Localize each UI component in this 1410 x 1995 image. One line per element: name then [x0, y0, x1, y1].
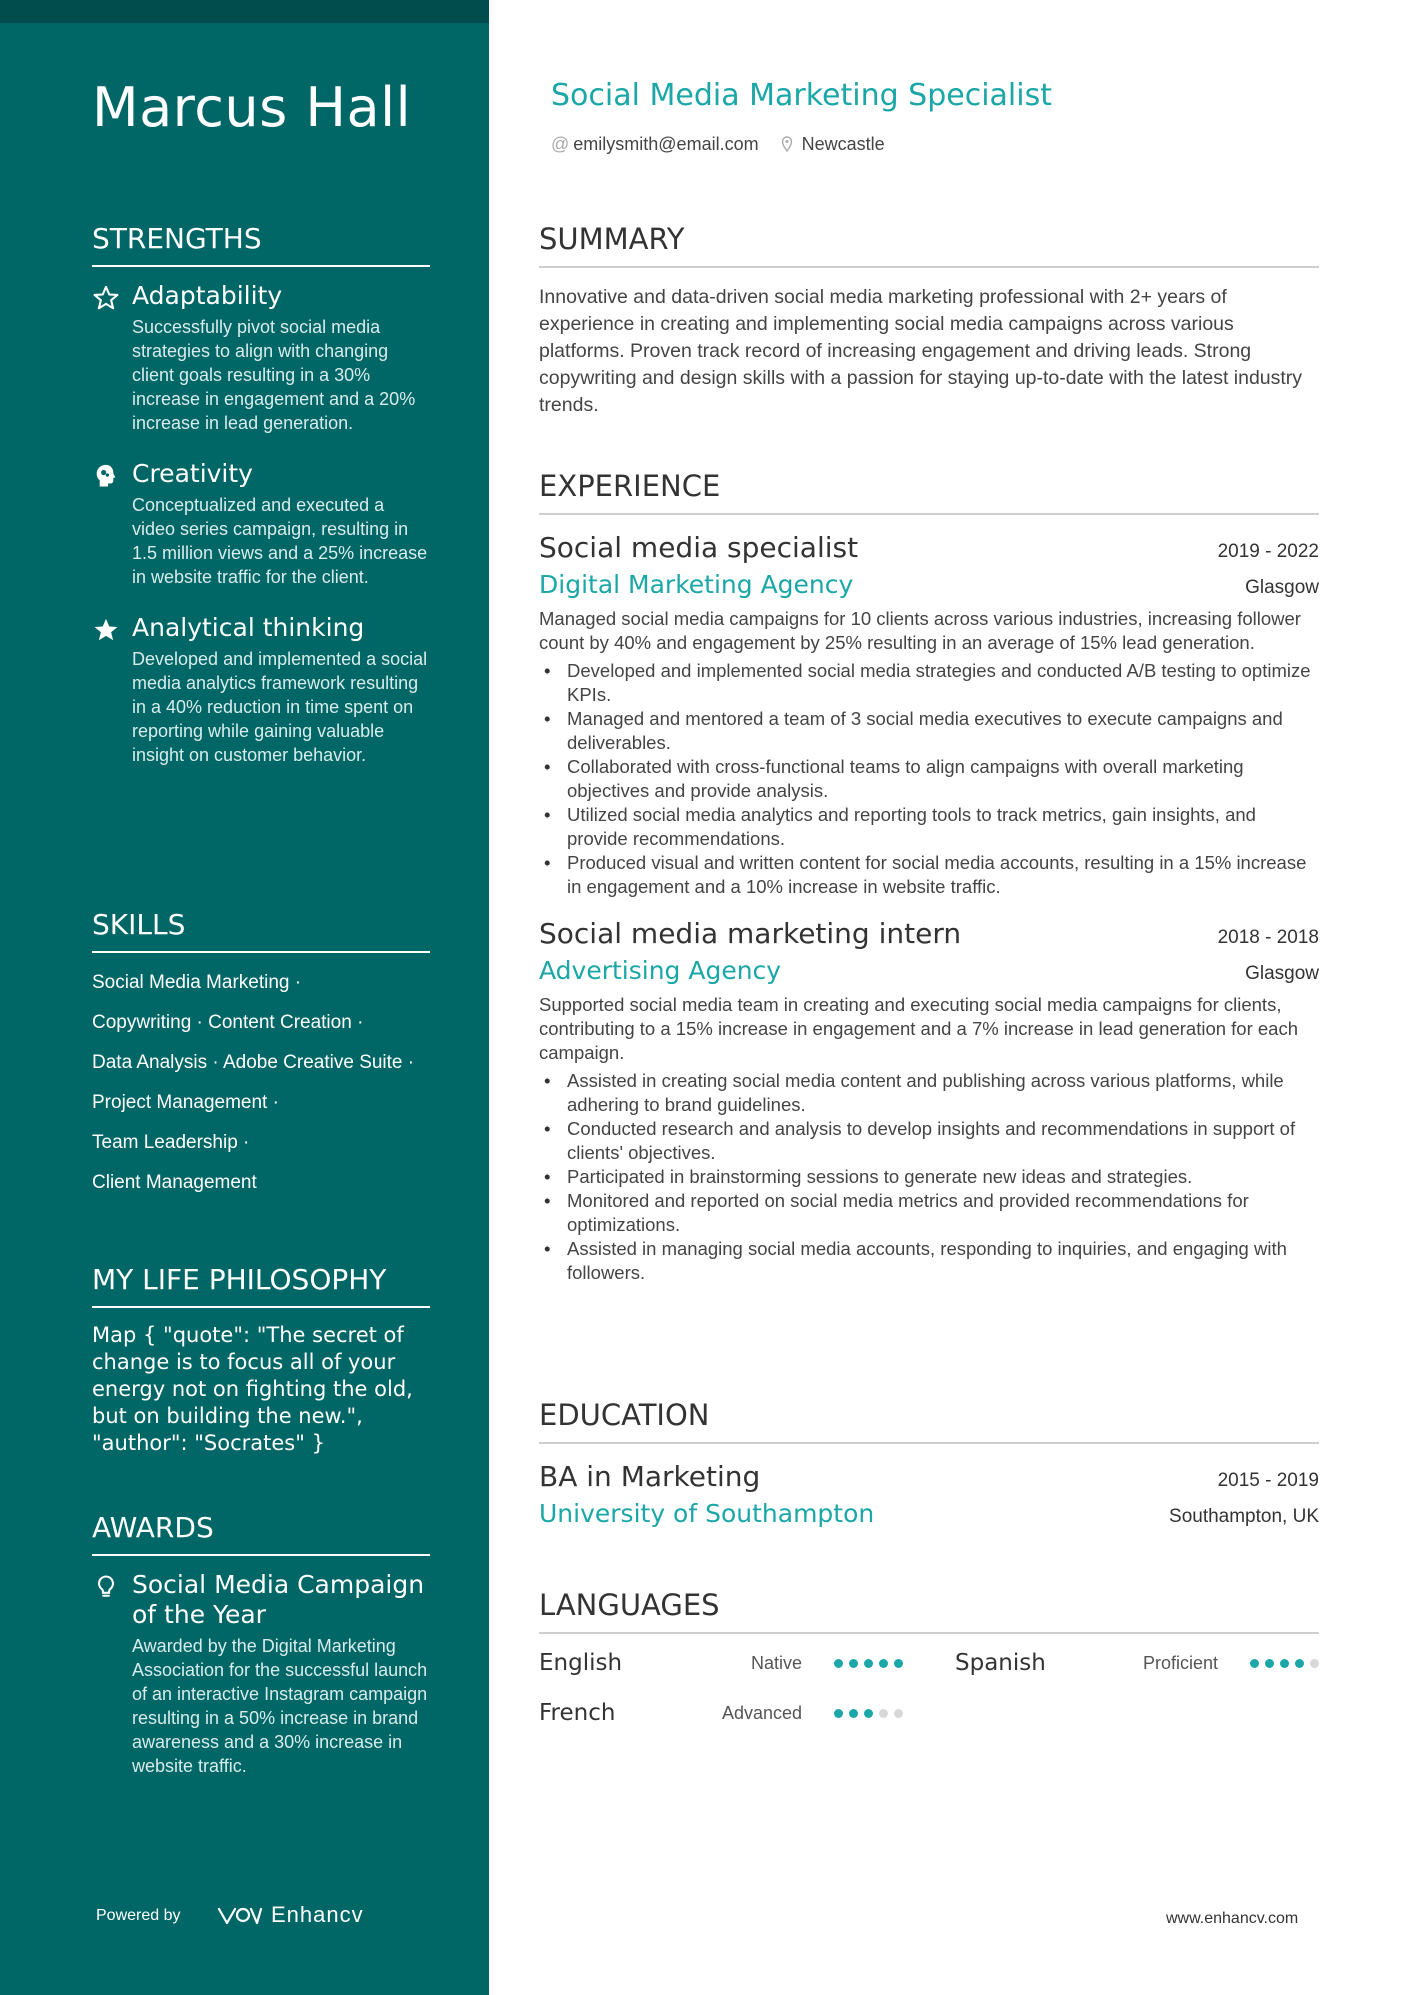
rating-dot [834, 1659, 843, 1668]
job-bullet: • Participated in brainstorming sessions to generate new ideas and strategies. [539, 1165, 1319, 1189]
location-contact [781, 134, 885, 155]
rating-dot [879, 1659, 888, 1668]
rating-dot [894, 1659, 903, 1668]
job-location: Glasgow [1245, 963, 1319, 984]
job-dates: 2018 - 2018 [1217, 927, 1319, 948]
award-item [92, 1570, 430, 1778]
headline: Social Media Marketing Specialist [551, 78, 1052, 113]
at-icon: @ [551, 134, 570, 154]
language-item [955, 1650, 1319, 1676]
rating-dot [864, 1659, 873, 1668]
skills-heading: SKILLS [92, 908, 430, 953]
summary-text: Innovative and data-driven social media marketing professional with 2+ years of experience in creating and implementing social media campaigns across various platforms. Proven track record of increasing engagement and driving leads. Strong copywriting and design skills with a passion for staying up-to-date with the latest industry trends. [539, 286, 1303, 416]
strength-item [92, 459, 430, 589]
job-bullet: • Developed and implemented social media strategies and conducted A/B testing to optimize KPIs. [539, 659, 1319, 707]
summary-section [539, 222, 1319, 419]
job-location: Glasgow [1245, 577, 1319, 598]
rating-dot [834, 1709, 843, 1718]
strength-title: Creativity [132, 459, 253, 488]
experience-heading: EXPERIENCE [539, 469, 1319, 515]
enhancv-logo[interactable] [215, 1900, 364, 1930]
brain-head-icon [92, 462, 120, 490]
job-bullet: • Collaborated with cross-functional teams to align campaigns with overall marketing objectives and provide analysis. [539, 755, 1319, 803]
job-dates: 2019 - 2022 [1217, 541, 1319, 562]
skill-line: Team Leadership · [92, 1132, 250, 1153]
rating-dot [849, 1659, 858, 1668]
rating-dot [1295, 1659, 1304, 1668]
language-level: Advanced [721, 1702, 802, 1723]
rating-dot [1310, 1659, 1319, 1668]
rating-dot [1250, 1659, 1259, 1668]
job-bullet: • Conducted research and analysis to develop insights and recommendations in support of clients' objectives. [539, 1117, 1319, 1165]
email-text: emilysmith@email.com [573, 134, 759, 154]
language-item [539, 1650, 903, 1676]
sidebar-top-band [0, 0, 489, 23]
powered-by-label: Powered by [96, 1907, 181, 1924]
star-filled-icon [92, 616, 120, 644]
job-bullet: • Utilized social media analytics and reporting tools to track metrics, gain insights, and provide recommendations. [539, 803, 1319, 851]
award-desc: Awarded by the Digital Marketing Association for the successful launch of an interactive Instagram campaign resulting in a 50% increase in brand awareness and a 30% increase in website traffic. [132, 1636, 428, 1776]
star-outline-icon [92, 284, 120, 312]
company-name: Advertising Agency [539, 956, 782, 985]
job-bullets [539, 1069, 1319, 1285]
rating-dot [1280, 1659, 1289, 1668]
experience-entry [539, 531, 1319, 899]
language-rating [834, 1709, 903, 1718]
skill-line: Client Management [92, 1172, 257, 1193]
language-rating [834, 1659, 903, 1668]
school-name: University of Southampton [539, 1499, 875, 1528]
job-bullet: • Assisted in managing social media accounts, responding to inquiries, and engaging with followers. [539, 1237, 1319, 1285]
strength-desc: Developed and implemented a social media analytics framework resulting in a 40% reduction in time spent on reporting while gaining valuable insight on customer behavior. [132, 649, 428, 765]
enhancv-mark-icon [215, 1903, 263, 1927]
job-bullet: • Monitored and reported on social media metrics and provided recommendations for optimizations. [539, 1189, 1319, 1237]
job-bullets [539, 659, 1319, 899]
skill-line: Project Management · [92, 1092, 279, 1113]
email-contact[interactable] [551, 134, 759, 155]
languages-section [539, 1588, 1319, 1726]
awards-heading: AWARDS [92, 1511, 430, 1556]
language-item [539, 1700, 903, 1726]
sidebar [0, 0, 489, 1995]
rating-dot [879, 1709, 888, 1718]
language-name: French [539, 1700, 616, 1726]
education-section [539, 1398, 1319, 1546]
strength-title: Analytical thinking [132, 613, 365, 642]
map-pin-icon [781, 134, 798, 154]
location-text: Newcastle [801, 134, 885, 154]
strength-title: Adaptability [132, 281, 283, 310]
rating-dot [894, 1709, 903, 1718]
skill-line: Data Analysis · Adobe Creative Suite · [92, 1052, 415, 1073]
skill-line: Social Media Marketing · [92, 972, 302, 993]
job-bullet: • Managed and mentored a team of 3 social media executives to execute campaigns and deliverables. [539, 707, 1319, 755]
school-location: Southampton, UK [1169, 1506, 1319, 1527]
language-level: Proficient [1142, 1652, 1218, 1673]
job-bullet: • Produced visual and written content for social media accounts, resulting in a 15% increase in engagement and a 10% increase in website traffic. [539, 851, 1319, 899]
job-role: Social media marketing intern [539, 917, 962, 950]
strength-item [92, 281, 430, 435]
language-level: Native [750, 1652, 802, 1673]
strength-item [92, 613, 430, 767]
education-dates: 2015 - 2019 [1217, 1470, 1319, 1491]
strengths-section [92, 222, 430, 791]
language-rating [1250, 1659, 1319, 1668]
education-entry [539, 1460, 1319, 1528]
job-role: Social media specialist [539, 531, 859, 564]
degree: BA in Marketing [539, 1460, 761, 1493]
languages-grid [539, 1650, 1319, 1726]
language-name: English [539, 1650, 623, 1676]
contact-row [551, 134, 885, 155]
experience-section [539, 469, 1319, 1303]
company-name: Digital Marketing Agency [539, 570, 854, 599]
job-desc: Managed social media campaigns for 10 clients across various industries, increasing follower count by 40% and engagement by 25% resulting in an average of 15% lead generation. [539, 608, 1301, 653]
rating-dot [864, 1709, 873, 1718]
lightbulb-icon [92, 1573, 120, 1601]
strength-desc: Successfully pivot social media strategies to align with changing client goals resulting in a 30% increase in engagement and a 20% increase in lead generation. [132, 317, 416, 433]
skills-section [92, 908, 430, 1211]
education-heading: EDUCATION [539, 1398, 1319, 1444]
website-link[interactable]: www.enhancv.com [1166, 1910, 1299, 1927]
job-desc: Supported social media team in creating and executing social media campaigns for clients, contributing to a 15% increase in engagement and a 7% increase in lead generation for each campaign. [539, 994, 1299, 1063]
strengths-heading: STRENGTHS [92, 222, 430, 267]
awards-section [92, 1511, 430, 1802]
philosophy-section [92, 1263, 430, 1457]
experience-entry [539, 917, 1319, 1285]
strength-desc: Conceptualized and executed a video series campaign, resulting in 1.5 million views and a 25% increase in website traffic for the client. [132, 495, 428, 587]
rating-dot [849, 1709, 858, 1718]
rating-dot [1265, 1659, 1274, 1668]
enhancv-brand: Enhancv [271, 1902, 364, 1927]
philosophy-text: Map { "quote": "The secret of change is to focus all of your energy not on fighting the old, but on building the new.", "author": "Socrates" } [92, 1323, 413, 1455]
skill-line: Copywriting · Content Creation · [92, 1012, 364, 1033]
candidate-name: Marcus Hall [92, 76, 412, 139]
philosophy-heading: MY LIFE PHILOSOPHY [92, 1263, 430, 1308]
languages-heading: LANGUAGES [539, 1588, 1319, 1634]
language-name: Spanish [955, 1650, 1046, 1676]
job-bullet: • Assisted in creating social media content and publishing across various platforms, while adhering to brand guidelines. [539, 1069, 1319, 1117]
summary-heading: SUMMARY [539, 222, 1319, 268]
award-title: Social Media Campaign of the Year [132, 1570, 425, 1629]
